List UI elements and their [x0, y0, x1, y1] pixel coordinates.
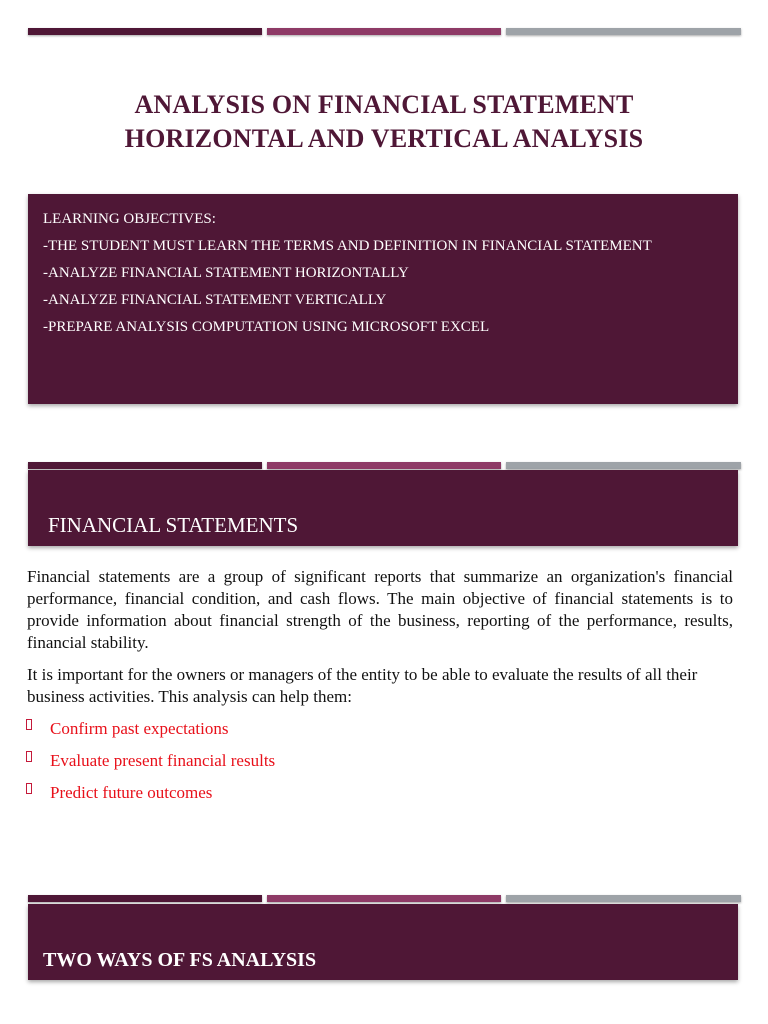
section-header-fs-analysis: [28, 904, 738, 980]
list-item: [26, 748, 275, 780]
stripe-segment-dark: [28, 895, 262, 902]
slide-title: [0, 88, 768, 156]
paragraph-importance: It is important for the owners or managers of the entity to be able to evaluate the results of all their business activities. This analysis can help them:: [27, 665, 698, 706]
section-heading: TWO WAYS OF FS ANALYSIS: [43, 949, 317, 971]
stripe-segment-dark: [28, 462, 262, 469]
section-header-financial-statements: [28, 470, 738, 546]
stripe-segment-gray: [506, 895, 741, 902]
list-item: [26, 780, 275, 812]
list-item: [26, 716, 275, 748]
decorative-stripe-top: [28, 28, 741, 36]
benefits-list: [26, 716, 275, 812]
slide-title-line-1: ANALYSIS ON FINANCIAL STATEMENT: [134, 90, 634, 119]
list-item-text: Confirm past expectations: [50, 719, 229, 738]
stripe-segment-accent: [267, 895, 501, 902]
list-item-text: Predict future outcomes: [50, 783, 213, 802]
stripe-segment-accent: [267, 28, 501, 35]
objectives-heading: LEARNING OBJECTIVES:: [43, 211, 216, 227]
square-bullet-icon: [26, 751, 32, 762]
stripe-segment-dark: [28, 28, 262, 35]
stripe-segment-accent: [267, 462, 501, 469]
learning-objectives-panel: [28, 194, 738, 404]
slide-title-line-2: HORIZONTAL AND VERTICAL ANALYSIS: [124, 124, 644, 153]
objective-item: -PREPARE ANALYSIS COMPUTATION USING MICROSOFT EXCEL: [43, 319, 490, 335]
list-item-text: Evaluate present financial results: [50, 751, 276, 770]
square-bullet-icon: [26, 783, 32, 794]
stripe-segment-gray: [506, 462, 741, 469]
section-heading: FINANCIAL STATEMENTS: [48, 513, 299, 537]
objective-item: -THE STUDENT MUST LEARN THE TERMS AND DEFINITION IN FINANCIAL STATEMENT: [43, 238, 652, 254]
decorative-stripe-slide3: [28, 895, 741, 903]
objectives-list: [28, 194, 738, 341]
decorative-stripe-slide2: [28, 462, 741, 470]
objective-item: -ANALYZE FINANCIAL STATEMENT VERTICALLY: [43, 292, 387, 308]
square-bullet-icon: [26, 719, 32, 730]
stripe-segment-gray: [506, 28, 741, 35]
paragraph-definition: Financial statements are a group of significant reports that summarize an organization's financial performance, financial condition, and cash flows. The main objective of financial statements is to provide information about financial strength of the business, reporting of the performance, results, financial stability.: [27, 567, 733, 652]
objective-item: -ANALYZE FINANCIAL STATEMENT HORIZONTALLY: [43, 265, 409, 281]
